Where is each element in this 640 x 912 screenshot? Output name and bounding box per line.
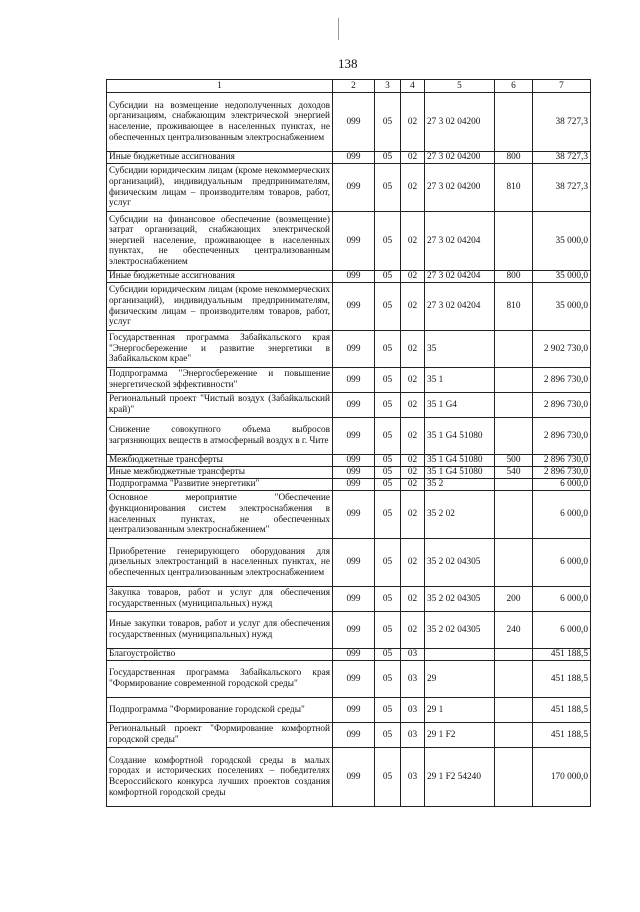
row-code-4-cell: 02 <box>401 479 425 491</box>
row-code-4-cell: 02 <box>401 271 425 283</box>
row-amount-cell: 2 896 730,0 <box>533 455 591 467</box>
row-expense-type-cell <box>495 418 533 455</box>
row-code-3-cell: 05 <box>375 491 401 539</box>
row-code-3-cell: 05 <box>375 212 401 271</box>
row-amount-cell: 2 896 730,0 <box>533 368 591 393</box>
scan-mark <box>338 18 339 40</box>
row-expense-type-cell <box>495 723 533 748</box>
row-code-2-cell: 099 <box>333 93 375 152</box>
row-code-3-cell: 05 <box>375 539 401 587</box>
row-code-3-cell: 05 <box>375 368 401 393</box>
row-amount-cell: 6 000,0 <box>533 587 591 612</box>
row-code-2-cell: 099 <box>333 271 375 283</box>
row-code-4-cell: 03 <box>401 661 425 698</box>
row-expense-type-cell <box>495 212 533 271</box>
row-name-cell: Приобретение генерирующего оборудования для дизельных электростанций в населенных пунктах, не обеспеченных централизованным электроснабжением <box>107 539 333 587</box>
row-target-code-cell: 29 1 F2 54240 <box>425 748 495 807</box>
column-header: 1 <box>107 80 333 93</box>
row-amount-cell: 170 000,0 <box>533 748 591 807</box>
row-expense-type-cell: 800 <box>495 152 533 164</box>
table-row <box>107 93 591 152</box>
row-expense-type-cell: 540 <box>495 467 533 479</box>
table-row <box>107 491 591 539</box>
row-code-3-cell: 05 <box>375 418 401 455</box>
row-expense-type-cell <box>495 368 533 393</box>
row-code-2-cell: 099 <box>333 748 375 807</box>
row-code-4-cell: 02 <box>401 455 425 467</box>
table-row <box>107 455 591 467</box>
row-target-code-cell: 35 1 G4 <box>425 393 495 418</box>
row-name-cell: Региональный проект "Формирование комфортной городской среды" <box>107 723 333 748</box>
row-target-code-cell: 35 1 G4 51080 <box>425 467 495 479</box>
row-name-cell: Межбюджетные трансферты <box>107 455 333 467</box>
row-amount-cell: 6 000,0 <box>533 479 591 491</box>
row-target-code-cell: 35 1 G4 51080 <box>425 455 495 467</box>
row-code-4-cell: 02 <box>401 612 425 649</box>
row-code-2-cell: 099 <box>333 152 375 164</box>
row-target-code-cell: 35 2 02 04305 <box>425 612 495 649</box>
row-amount-cell: 451 188,5 <box>533 661 591 698</box>
row-target-code-cell: 27 3 02 04200 <box>425 93 495 152</box>
row-code-3-cell: 05 <box>375 331 401 368</box>
row-target-code-cell: 35 2 <box>425 479 495 491</box>
row-code-2-cell: 099 <box>333 368 375 393</box>
table-row <box>107 539 591 587</box>
row-code-2-cell: 099 <box>333 418 375 455</box>
row-code-3-cell: 05 <box>375 467 401 479</box>
row-code-3-cell: 05 <box>375 393 401 418</box>
table-row <box>107 467 591 479</box>
row-amount-cell: 2 902 730,0 <box>533 331 591 368</box>
row-target-code-cell: 29 1 <box>425 698 495 723</box>
table-row <box>107 393 591 418</box>
row-code-3-cell: 05 <box>375 152 401 164</box>
row-expense-type-cell: 200 <box>495 587 533 612</box>
row-expense-type-cell <box>495 698 533 723</box>
row-code-3-cell: 05 <box>375 698 401 723</box>
row-target-code-cell: 29 <box>425 661 495 698</box>
row-amount-cell: 451 188,5 <box>533 649 591 661</box>
row-amount-cell: 2 896 730,0 <box>533 393 591 418</box>
row-amount-cell: 38 727,3 <box>533 152 591 164</box>
row-name-cell: Субсидии на возмещение недополученных доходов организациям, снабжающим электрической энергией население, проживающее в населенных пунктах, не обеспеченных централизованным электроснабжением <box>107 93 333 152</box>
row-name-cell: Подпрограмма "Энергосбережение и повышение энергетической эффективности" <box>107 368 333 393</box>
row-code-4-cell: 02 <box>401 164 425 212</box>
row-code-2-cell: 099 <box>333 393 375 418</box>
row-code-3-cell: 05 <box>375 723 401 748</box>
column-header: 2 <box>333 80 375 93</box>
row-amount-cell: 38 727,3 <box>533 164 591 212</box>
row-name-cell: Субсидии юридическим лицам (кроме некоммерческих организаций), индивидуальным предпринимателям, физическим лицам – производителям товаров, работ, услуг <box>107 283 333 331</box>
row-code-2-cell: 099 <box>333 212 375 271</box>
row-name-cell: Иные бюджетные ассигнования <box>107 271 333 283</box>
column-header: 3 <box>375 80 401 93</box>
row-expense-type-cell: 810 <box>495 164 533 212</box>
row-code-3-cell: 05 <box>375 479 401 491</box>
table-row <box>107 152 591 164</box>
row-expense-type-cell <box>495 393 533 418</box>
table-row <box>107 587 591 612</box>
column-header: 6 <box>495 80 533 93</box>
row-expense-type-cell <box>495 539 533 587</box>
table-row <box>107 331 591 368</box>
table-header-row <box>107 80 591 93</box>
row-code-4-cell: 02 <box>401 587 425 612</box>
table-row <box>107 271 591 283</box>
row-code-2-cell: 099 <box>333 467 375 479</box>
row-name-cell: Государственная программа Забайкальского края "Формирование современной городской среды" <box>107 661 333 698</box>
table-row <box>107 479 591 491</box>
row-name-cell: Иные бюджетные ассигнования <box>107 152 333 164</box>
table-row <box>107 649 591 661</box>
row-amount-cell: 2 896 730,0 <box>533 467 591 479</box>
row-code-3-cell: 05 <box>375 661 401 698</box>
row-target-code-cell: 27 3 02 04204 <box>425 212 495 271</box>
row-code-3-cell: 05 <box>375 649 401 661</box>
row-expense-type-cell: 800 <box>495 271 533 283</box>
row-code-2-cell: 099 <box>333 612 375 649</box>
row-expense-type-cell <box>495 649 533 661</box>
row-code-2-cell: 099 <box>333 455 375 467</box>
row-code-2-cell: 099 <box>333 649 375 661</box>
table-row <box>107 368 591 393</box>
row-code-3-cell: 05 <box>375 93 401 152</box>
row-code-2-cell: 099 <box>333 283 375 331</box>
row-amount-cell: 2 896 730,0 <box>533 418 591 455</box>
row-code-2-cell: 099 <box>333 661 375 698</box>
row-amount-cell: 6 000,0 <box>533 612 591 649</box>
row-target-code-cell: 35 2 02 04305 <box>425 539 495 587</box>
row-name-cell: Основное мероприятие "Обеспечение функционирования систем электроснабжения в населенных пунктах, не обеспеченных централизованным электроснабжением" <box>107 491 333 539</box>
column-header: 5 <box>425 80 495 93</box>
row-code-4-cell: 02 <box>401 418 425 455</box>
row-code-3-cell: 05 <box>375 164 401 212</box>
table-row <box>107 164 591 212</box>
row-expense-type-cell <box>495 491 533 539</box>
table-row <box>107 698 591 723</box>
row-code-4-cell: 03 <box>401 748 425 807</box>
table-row <box>107 212 591 271</box>
row-amount-cell: 35 000,0 <box>533 212 591 271</box>
row-target-code-cell: 35 2 02 <box>425 491 495 539</box>
row-amount-cell: 35 000,0 <box>533 283 591 331</box>
row-expense-type-cell: 240 <box>495 612 533 649</box>
row-amount-cell: 6 000,0 <box>533 539 591 587</box>
row-name-cell: Создание комфортной городской среды в малых городах и исторических поселениях – победителях Всероссийского конкурса лучших проектов создания комфортной городской среды <box>107 748 333 807</box>
table-row <box>107 283 591 331</box>
row-amount-cell: 451 188,5 <box>533 723 591 748</box>
row-expense-type-cell <box>495 748 533 807</box>
row-code-4-cell: 02 <box>401 152 425 164</box>
row-amount-cell: 35 000,0 <box>533 271 591 283</box>
row-code-2-cell: 099 <box>333 491 375 539</box>
row-code-4-cell: 02 <box>401 491 425 539</box>
row-expense-type-cell <box>495 93 533 152</box>
row-code-3-cell: 05 <box>375 455 401 467</box>
row-expense-type-cell <box>495 479 533 491</box>
table-row <box>107 748 591 807</box>
row-target-code-cell: 35 1 <box>425 368 495 393</box>
row-amount-cell: 6 000,0 <box>533 491 591 539</box>
row-code-4-cell: 03 <box>401 649 425 661</box>
column-header: 7 <box>533 80 591 93</box>
row-code-4-cell: 02 <box>401 212 425 271</box>
row-target-code-cell: 35 2 02 04305 <box>425 587 495 612</box>
row-code-4-cell: 03 <box>401 723 425 748</box>
row-name-cell: Субсидии юридическим лицам (кроме некоммерческих организаций), индивидуальным предпринимателям, физическим лицам – производителям товаров, работ, услуг <box>107 164 333 212</box>
row-code-4-cell: 02 <box>401 331 425 368</box>
row-code-3-cell: 05 <box>375 271 401 283</box>
row-name-cell: Подпрограмма "Формирование городской среды" <box>107 698 333 723</box>
row-code-3-cell: 05 <box>375 612 401 649</box>
row-name-cell: Подпрограмма "Развитие энергетики" <box>107 479 333 491</box>
page-number: 138 <box>338 56 358 71</box>
row-code-2-cell: 099 <box>333 479 375 491</box>
column-header: 4 <box>401 80 425 93</box>
row-code-3-cell: 05 <box>375 587 401 612</box>
row-target-code-cell: 35 <box>425 331 495 368</box>
row-target-code-cell <box>425 649 495 661</box>
row-code-2-cell: 099 <box>333 164 375 212</box>
row-target-code-cell: 27 3 02 04200 <box>425 164 495 212</box>
table-row <box>107 418 591 455</box>
row-code-3-cell: 05 <box>375 748 401 807</box>
row-target-code-cell: 27 3 02 04204 <box>425 271 495 283</box>
row-code-2-cell: 099 <box>333 587 375 612</box>
row-name-cell: Региональный проект "Чистый воздух (Забайкальский край)" <box>107 393 333 418</box>
row-expense-type-cell <box>495 661 533 698</box>
row-code-4-cell: 03 <box>401 698 425 723</box>
row-code-2-cell: 099 <box>333 698 375 723</box>
table-row <box>107 612 591 649</box>
row-name-cell: Субсидии на финансовое обеспечение (возмещение) затрат организаций, снабжающих электрической энергией население, проживающее в населенных пунктах, не обеспеченных централизованным электроснабжением <box>107 212 333 271</box>
row-amount-cell: 451 188,5 <box>533 698 591 723</box>
row-code-4-cell: 02 <box>401 539 425 587</box>
row-expense-type-cell: 810 <box>495 283 533 331</box>
row-name-cell: Государственная программа Забайкальского края "Энергосбережение и развитие энергетики в Забайкальском крае" <box>107 331 333 368</box>
table-row <box>107 661 591 698</box>
budget-table <box>106 79 591 807</box>
row-code-4-cell: 02 <box>401 93 425 152</box>
table-row <box>107 723 591 748</box>
row-code-2-cell: 099 <box>333 723 375 748</box>
row-code-2-cell: 099 <box>333 539 375 587</box>
row-code-2-cell: 099 <box>333 331 375 368</box>
row-target-code-cell: 35 1 G4 51080 <box>425 418 495 455</box>
row-expense-type-cell: 500 <box>495 455 533 467</box>
row-expense-type-cell <box>495 331 533 368</box>
row-target-code-cell: 29 1 F2 <box>425 723 495 748</box>
row-code-4-cell: 02 <box>401 368 425 393</box>
row-target-code-cell: 27 3 02 04204 <box>425 283 495 331</box>
row-code-4-cell: 02 <box>401 283 425 331</box>
row-name-cell: Иные закупки товаров, работ и услуг для обеспечения государственных (муниципальных) нужд <box>107 612 333 649</box>
row-target-code-cell: 27 3 02 04200 <box>425 152 495 164</box>
row-code-3-cell: 05 <box>375 283 401 331</box>
row-name-cell: Иные межбюджетные трансферты <box>107 467 333 479</box>
row-name-cell: Снижение совокупного объема выбросов загрязняющих веществ в атмосферный воздух в г. Чите <box>107 418 333 455</box>
row-name-cell: Благоустройство <box>107 649 333 661</box>
row-code-4-cell: 02 <box>401 467 425 479</box>
row-name-cell: Закупка товаров, работ и услуг для обеспечения государственных (муниципальных) нужд <box>107 587 333 612</box>
row-amount-cell: 38 727,3 <box>533 93 591 152</box>
row-code-4-cell: 02 <box>401 393 425 418</box>
